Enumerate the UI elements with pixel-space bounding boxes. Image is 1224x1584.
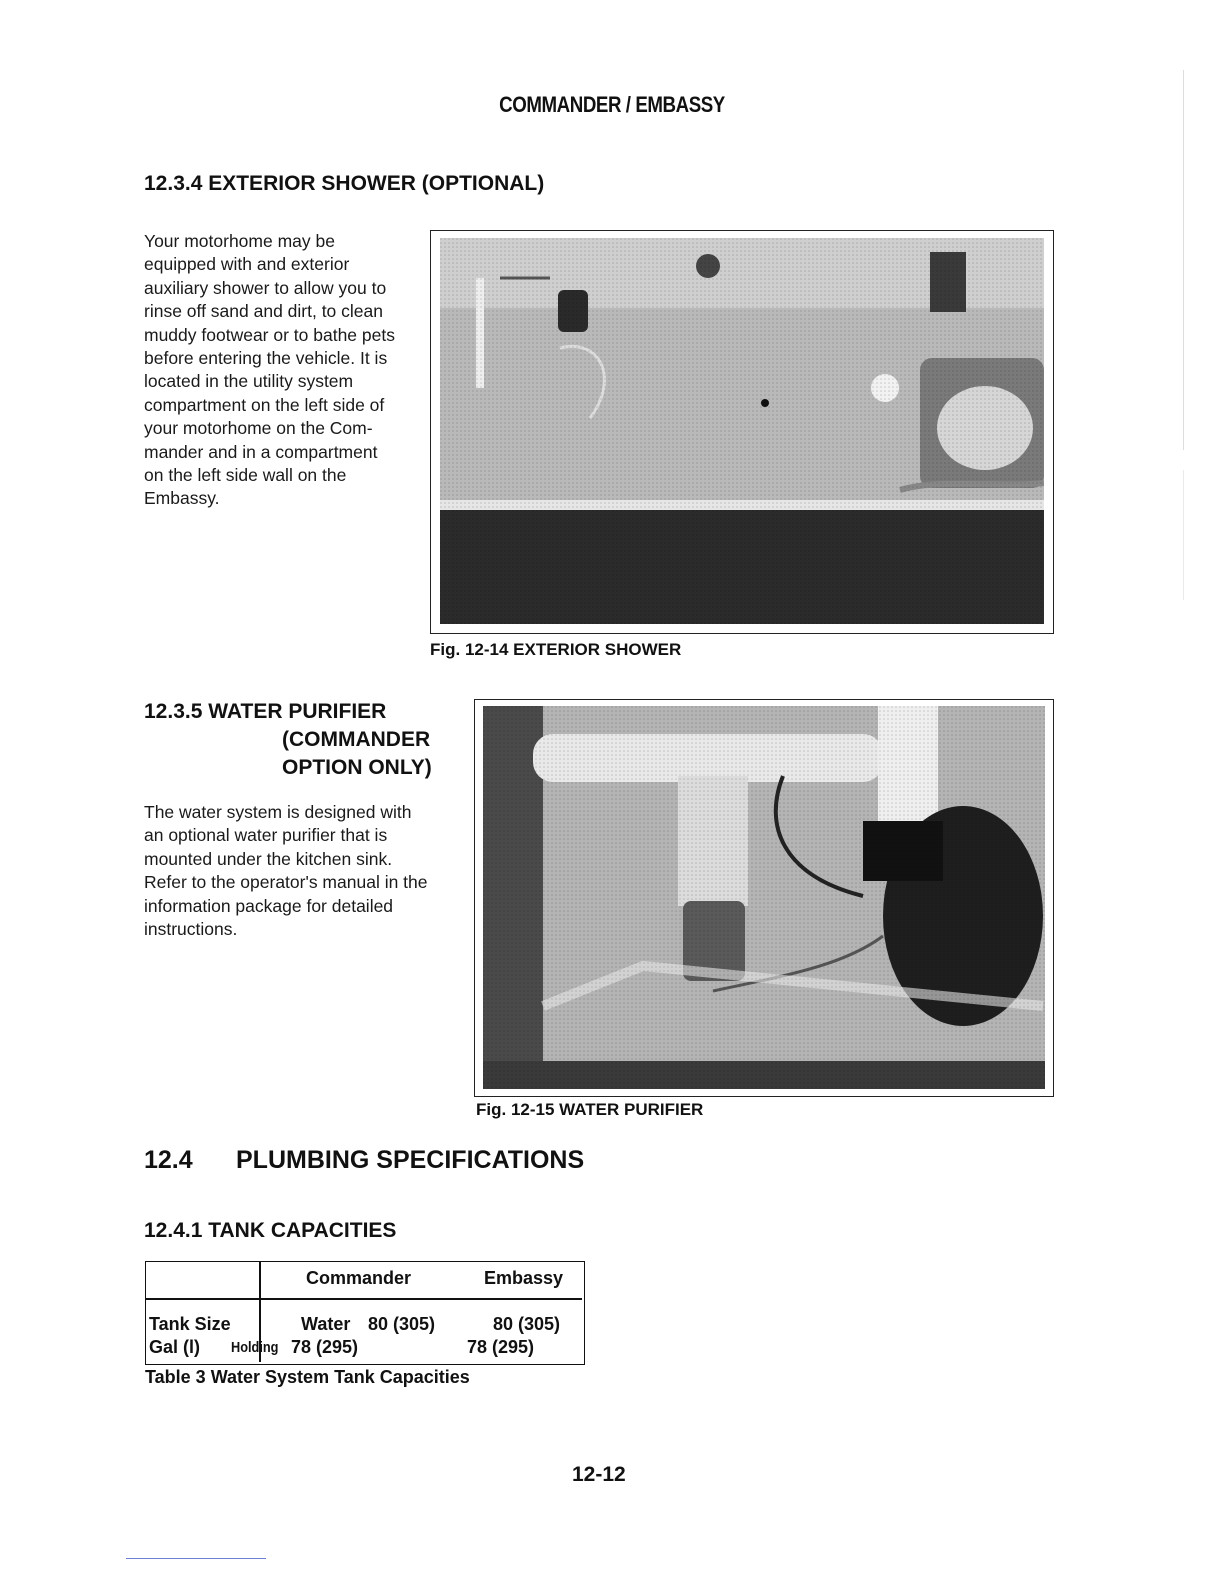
figure-caption-water-purifier: Fig. 12-15 WATER PURIFIER — [476, 1100, 704, 1119]
text-line: Refer to the operator's manual in the — [144, 872, 428, 893]
exterior-shower-photo — [440, 238, 1044, 624]
exterior-shower-photo-art — [440, 238, 1044, 624]
water-purifier-photo-art — [483, 706, 1045, 1089]
tank-capacities-table — [145, 1261, 585, 1365]
text-line: compartment on the left side of — [144, 394, 385, 415]
water-purifier-photo — [483, 706, 1045, 1089]
table-row-label-tank-size: Tank Size — [149, 1314, 231, 1334]
section-title-plumbing: PLUMBING SPECIFICATIONS — [236, 1146, 585, 1174]
text-line: located in the utility system — [144, 371, 354, 392]
text-line: an optional water purifier that is — [144, 825, 388, 846]
table-cell-embassy-holding: 78 (295) — [467, 1337, 535, 1357]
text-line: The water system is designed with — [144, 802, 412, 822]
table-header-embassy: Embassy — [484, 1268, 564, 1288]
text-line: information package for detailed — [144, 895, 394, 916]
section-number-plumbing: 12.4 — [144, 1146, 193, 1174]
table-cell-embassy-water: 80 (305) — [493, 1314, 561, 1334]
section-heading-exterior-shower: 12.3.4 EXTERIOR SHOWER (OPTIONAL) — [144, 172, 545, 195]
text-line: mander and in a compartment — [144, 441, 378, 462]
section-heading-water-purifier: 12.3.5 WATER PURIFIER — [144, 700, 387, 723]
section-heading-tank-capacities: 12.4.1 TANK CAPACITIES — [144, 1219, 397, 1242]
text-line: instructions. — [144, 919, 238, 940]
text-line: Your motorhome may be — [144, 231, 335, 251]
table-cell-type-holding: Holding — [231, 1339, 279, 1356]
text-line: mounted under the kitchen sink. — [144, 848, 393, 869]
text-line: rinse off sand and dirt, to clean — [144, 301, 383, 322]
scan-edge-mark — [1183, 470, 1184, 600]
table-cell-commander-holding: 78 (295) — [291, 1337, 359, 1357]
table-cell-type-water: Water — [301, 1314, 351, 1334]
table-divider-horizontal — [146, 1298, 582, 1300]
exterior-shower-body — [144, 230, 429, 511]
text-line: your motorhome on the Com- — [144, 418, 373, 439]
water-purifier-body — [144, 801, 464, 941]
scan-edge-mark — [1183, 70, 1184, 450]
text-line: before entering the vehicle. It is — [144, 348, 388, 369]
table-header-commander: Commander — [306, 1268, 412, 1288]
page-number: 12-12 — [572, 1463, 626, 1486]
section-heading-water-purifier-line3: OPTION ONLY) — [282, 756, 432, 779]
text-line: on the left side wall on the — [144, 465, 347, 486]
text-line: Embassy. — [144, 488, 220, 509]
scan-bottom-mark — [126, 1558, 266, 1559]
table-row-label-gal: Gal (l) — [149, 1337, 201, 1357]
section-heading-water-purifier-line2: (COMMANDER — [282, 728, 431, 751]
table-cell-commander-water: 80 (305) — [368, 1314, 436, 1334]
text-line: auxiliary shower to allow you to — [144, 277, 387, 298]
figure-caption-exterior-shower: Fig. 12-14 EXTERIOR SHOWER — [430, 640, 682, 659]
running-header: COMMANDER / EMBASSY — [499, 92, 725, 117]
text-line: equipped with and exterior — [144, 254, 350, 275]
text-line: muddy footwear or to bathe pets — [144, 324, 395, 345]
table-caption: Table 3 Water System Tank Capacities — [145, 1367, 470, 1387]
